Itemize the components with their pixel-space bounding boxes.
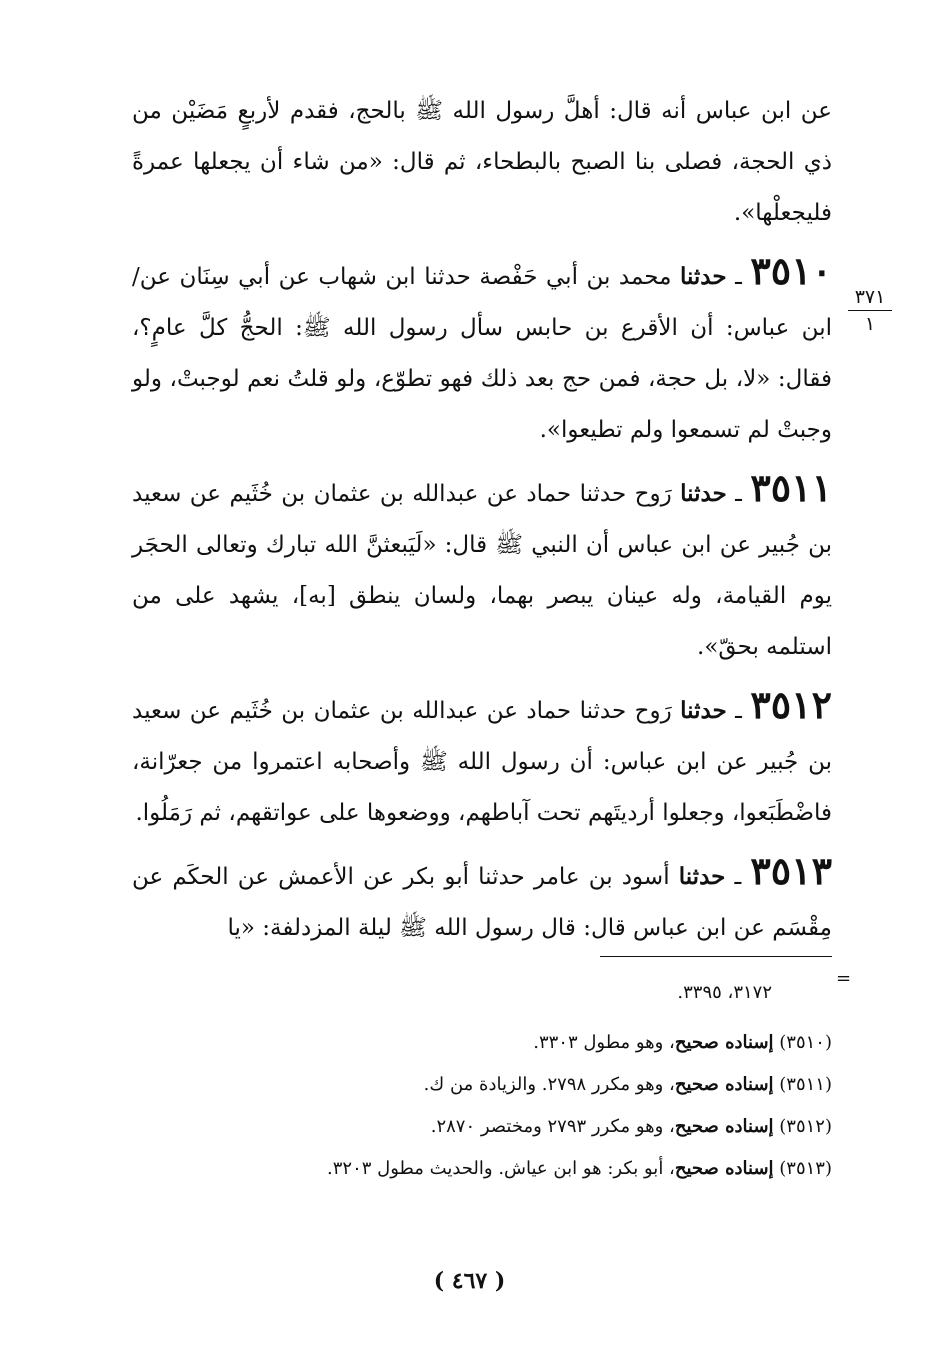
footnote-ref: (٣٥١١) [779,1074,832,1095]
hadith-number: ٣٥١٢ [750,682,832,727]
footnote-note: ، وهو مكرر ٢٧٩٣ ومختصر ٢٨٧٠. [430,1116,675,1137]
hadith-text: أسود بن عامر حدثنا أبو بكر عن الأعمش عن الحكَم عن مِقْسَم عن ابن عباس قال: قال رسول الله ﷺ ليلة المزدلفة: «يا [132,864,832,941]
footnote-grade: إسناده صحيح [674,1032,774,1053]
intro-paragraph: عن ابن عباس أنه قال: أهلَّ رسول الله ﷺ بالحج، فقدم لأربعٍ مَضَيْن من ذي الحجة، فصلى بنا الصبح بالبطحاء، ثم قال: «من شاء أن يجعلها عمرةً فليجعلْها». [132,98,832,226]
hadith-3511: ٣٥١١ ـ حدثنا رَوح حدثنا حماد عن عبدالله بن عثمان بن خُثَيم عن سعيد بن جُبير عن ابن عباس أن النبي ﷺ قال: «لَيَبعثنَّ الله تبارك وتعالى الحجَر يوم القيامة، وله عينان يبصر بهما، ولسان ينطق [به]، يشهد على من استلمه بحقّ». [132,465,832,660]
margin-ref-part: ١ [864,313,876,335]
page-number: ( ٤٦٧ ) [433,1268,506,1294]
hadith-keyword: حدثنا [680,697,727,724]
footnote-note: ، أبو بكر: هو ابن عياش. والحديث مطول ٣٢٠٣. [327,1158,675,1179]
footnote-3512 [132,1106,832,1148]
hadith-text: محمد بن أبي حَفْصة حدثنا ابن شهاب عن أبي سِنَان عن/ ابن عباس: أن الأقرع بن حابس سأل رسول الله ﷺ: الحجُّ كلَّ عامٍ؟، فقال: «لا، بل حجة، فمن حج بعد ذلك فهو تطوّع، ولو قلتُ نعم لوجبتْ، ولو وجبتْ لم تسمعوا ولم تطيعوا». [132,264,832,443]
hadith-number: ٣٥١٠ [750,248,833,293]
footnotes [132,972,832,1190]
hadith-text: رَوح حدثنا حماد عن عبدالله بن عثمان بن خُثَيم عن سعيد بن جُبير عن ابن عباس أن النبي ﷺ قال: «لَيَبعثنَّ الله تبارك وتعالى الحجَر يوم القيامة، وله عينان يبصر بهما، ولسان ينطق [به]، يشهد على من استلمه بحقّ». [132,481,832,660]
footnote-ref: (٣٥١٣) [779,1158,832,1179]
footnote-note: ، وهو مكرر ٢٧٩٨. والزيادة من ك. [423,1074,675,1095]
hadith-keyword: حدثنا [680,480,727,507]
footnote-grade: إسناده صحيح [674,1074,774,1095]
footnote-grade: إسناده صحيح [674,1158,774,1179]
hadith-number: ٣٥١٣ [750,848,832,893]
continuation-mark: = [836,968,852,989]
footnote-3510 [132,1022,832,1064]
footnote-3511 [132,1064,832,1106]
hadith-keyword: حدثنا [678,863,726,890]
hadith-keyword: حدثنا [679,263,727,290]
hadith-text: رَوح حدثنا حماد عن عبدالله بن عثمان بن خُثَيم عن سعيد بن جُبير عن ابن عباس: أن رسول الله ﷺ وأصحابه اعتمروا من جعرّانة، فاضْطَبَعوا، وجعلوا أرديتَهم تحت آباطهم، ووضعوها على عواتقهم، ثم رَمَلُوا. [132,698,832,826]
footnote-ref: (٣٥١٠) [779,1032,832,1053]
hadith-3512: ٣٥١٢ ـ حدثنا رَوح حدثنا حماد عن عبدالله بن عثمان بن خُثَيم عن سعيد بن جُبير عن ابن عباس: أن رسول الله ﷺ وأصحابه اعتمروا من جعرّانة، فاضْطَبَعوا، وجعلوا أرديتَهم تحت آباطهم، ووضعوها على عواتقهم، ثم رَمَلُوا. [132,682,832,826]
main-text [132,86,832,960]
hadith-3510: ٣٥١٠ ـ حدثنا محمد بن أبي حَفْصة حدثنا ابن شهاب عن أبي سِنَان عن/ ابن عباس: أن الأقرع بن حابس سأل رسول الله ﷺ: الحجُّ كلَّ عامٍ؟، فقال: «لا، بل حجة، فمن حج بعد ذلك فهو تطوّع، ولو قلتُ نعم لوجبتْ، ولو وجبتْ لم تسمعوا ولم تطيعوا». [132,248,833,443]
hadith-3513: ٣٥١٣ ـ حدثنا أسود بن عامر حدثنا أبو بكر عن الأعمش عن الحكَم عن مِقْسَم عن ابن عباس قال: قال رسول الله ﷺ ليلة المزدلفة: «يا [132,848,832,941]
footnote-grade: إسناده صحيح [674,1116,774,1137]
margin-reference [848,286,892,335]
footnote-note: ، وهو مطول ٣٣٠٣. [533,1032,675,1053]
footnote-3513 [132,1148,832,1190]
hadith-number: ٣٥١١ [750,465,832,510]
margin-ref-volume: ٣٧١ [848,286,892,311]
footnote-divider [600,956,832,957]
footnote-continuation: ٣١٧٢، ٣٣٩٥. [677,982,772,1003]
footnote-ref: (٣٥١٢) [779,1116,832,1137]
